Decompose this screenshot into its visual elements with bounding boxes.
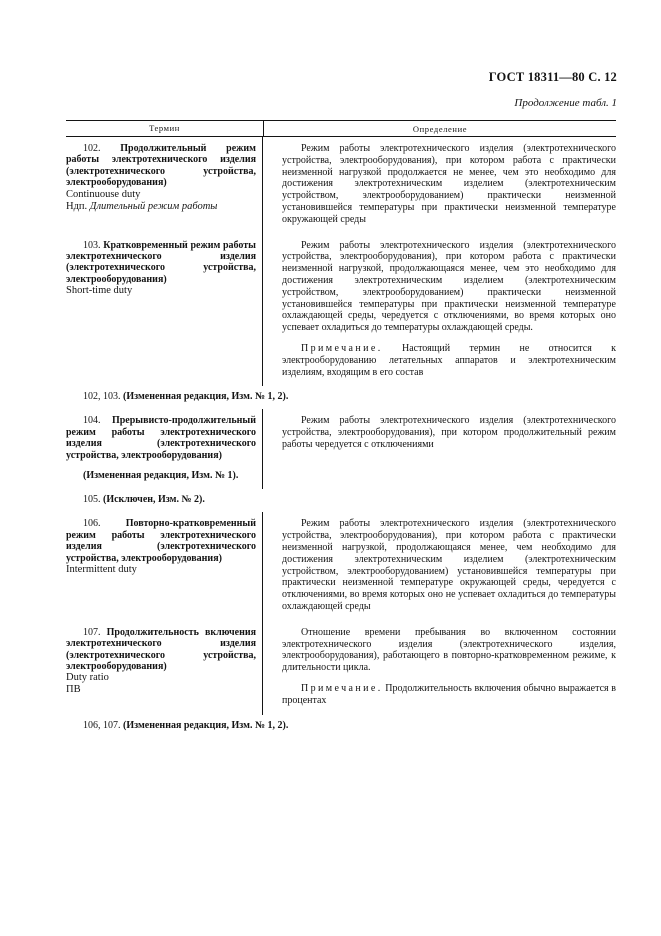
note-text — [282, 683, 616, 707]
english-equivalent: Intermittent duty — [66, 564, 137, 575]
note-body: Продолжительность включения обычно выражается в процентах — [282, 682, 617, 706]
term-number: 104. — [83, 415, 101, 427]
note-label: Примечание. — [301, 342, 383, 354]
table-row-107 — [66, 621, 616, 715]
table-row-104 — [66, 409, 616, 489]
definition-cell — [263, 621, 616, 715]
term-name: Кратковременный режим работы электротехнического изделия (электротехнического устройства, электрооборудования) — [66, 239, 256, 285]
term-cell — [66, 512, 263, 620]
excluded-note-105: 105. (Исключен, Изм. № 2). — [83, 494, 205, 506]
table-row-103 — [66, 234, 616, 387]
term-cell — [66, 137, 263, 234]
table-row-106 — [66, 512, 616, 620]
term-cell — [66, 234, 263, 387]
english-equivalent: Continuouse duty — [66, 188, 141, 200]
definition-cell — [263, 137, 616, 234]
note-text — [282, 343, 616, 378]
abbreviation: ПВ — [66, 684, 81, 696]
definition-text: Режим работы электротехнического изделия (электротехнического устройства, электрооборудования), при котором работа с практически неизменной нагрузкой, продолжающаяся менее, чем необходимо для достижения электротехническим изделием (электротехническим устройством, электрооборудованием) установившейся температуры при практически неизменной температуре окружающей среды, чередуется с отключениями, во время которых оно не успевает охладиться до температуры охлаждающей среды — [282, 518, 616, 612]
term-number: 103. — [83, 239, 101, 251]
term-number: 106. — [83, 518, 101, 530]
deprecated-term: Длительный режим работы — [89, 200, 218, 212]
term-name: Продолжительный режим работы электротехнического изделия (электротехнического устройства, электрооборудования) — [66, 143, 256, 189]
table-row-102 — [66, 137, 616, 234]
document-reference: ГОСТ 18311—80 С. 12 — [488, 70, 617, 84]
term-name: Повторно-кратковременный режим работы электротехнического изделия (электротехнического устройства, электрооборудования) — [66, 518, 256, 564]
term-cell — [66, 621, 263, 715]
definition-cell — [263, 409, 616, 489]
definition-cell — [263, 234, 616, 387]
term-name: Продолжительность включения электротехнического изделия (электротехнического устройства, электрооборудования) — [66, 626, 257, 672]
revision-note-104: (Измененная редакция, Изм. № 1). — [83, 469, 239, 481]
table-continuation-label: Продолжение табл. 1 — [514, 97, 617, 109]
column-header-definition: Определение — [412, 123, 468, 134]
definition-text: Отношение времени пребывания во включенном состоянии электротехнического изделия (электротехнического изделия, электрооборудования), работающего в повторно-кратковременном режиме, к длительности цикла. — [282, 626, 616, 674]
terms-table — [66, 120, 616, 738]
table-header — [66, 121, 616, 137]
term-number: 107. — [83, 626, 101, 638]
column-header-term: Термин — [66, 121, 264, 136]
note-label: Примечание. — [301, 682, 383, 694]
note-body: Настоящий термин не относится к электрооборудованию летательных аппаратов и электротехническим изделиям, входящим в его состав — [282, 342, 617, 378]
definition-cell — [263, 512, 616, 620]
term-number: 102. — [83, 143, 101, 154]
definition-text: Режим работы электротехнического изделия (электротехнического устройства, электрооборудования), при котором работа с практически неизменной нагрузкой продолжается не менее, чем это необходимо для достижения электротехническим изделием (электротехническим устройством, электрооборудованием) практически неизменной установившейся температуры при практически неизменной температуре окружающей среды — [282, 143, 616, 225]
revision-note-106-107: 106, 107. (Измененная редакция, Изм. № 1, 2). — [83, 719, 289, 731]
ndp-label: Ндп. — [66, 200, 88, 212]
english-equivalent: Short-time duty — [66, 285, 133, 297]
definition-text: Режим работы электротехнического изделия (электротехнического устройства, электрооборудования), при котором работа с практически неизменной нагрузкой, продолжающаяся менее, чем это необходимо для достижения электротехническим изделием (электротехническим устройством, электрооборудованием) практически неизменной установившейся температуры при практически неизменной температуре охлаждающей среды, чередуется с отключениями, во время которых оно успевает охладиться до температуры охлаждающей среды. — [282, 239, 616, 334]
revision-note-102-103: 102, 103. (Измененная редакция, Изм. № 1, 2). — [83, 391, 289, 403]
english-equivalent: Duty ratio — [66, 672, 109, 684]
term-cell — [66, 409, 263, 489]
definition-text: Режим работы электротехнического изделия (электротехнического устройства, электрооборудования), при котором продолжительный режим работы чередуется с отключениями — [282, 415, 616, 450]
term-name: Прерывисто-продолжительный режим работы электротехнического изделия (электротехнического устройства, электрооборудования) — [66, 415, 256, 461]
